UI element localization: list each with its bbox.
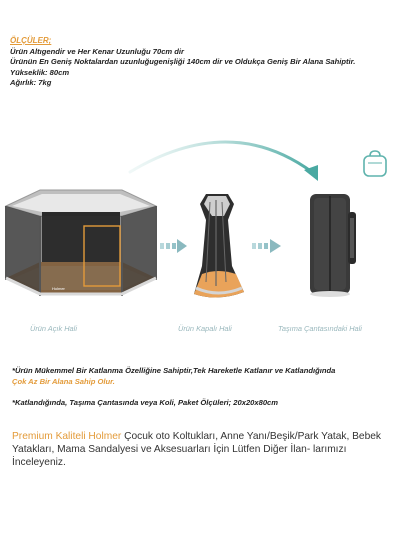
promo-brand: Premium Kaliteli Holmer <box>12 431 122 442</box>
spec-line-weight: Ağırlık: 7kg <box>10 78 52 88</box>
playpen-logo: Holmer <box>52 286 65 291</box>
specs-heading: ÖLÇÜLER; <box>10 36 52 45</box>
playpen-folded-image <box>188 190 248 302</box>
spec-line-height: Yükseklik: 80cm <box>10 67 70 77</box>
caption-bag: Taşıma Çantasındaki Hali <box>278 324 362 333</box>
caption-folded: Ürün Kapalı Hali <box>178 324 232 333</box>
folding-note-text: *Ürün Mükemmel Bir Katlanma Özelliğine Sahiptir,Tek Hareketle Katlanır ve Katlandığında <box>12 366 336 375</box>
bag-icon <box>362 150 388 178</box>
spec-line-width: Ürünün En Geniş Noktalardan uzunluğugenişliği 140cm dir ve Oldukça Geniş Bir Alana Sahiptir. <box>10 57 356 67</box>
caption-open: Ürün Açık Hali <box>30 324 77 333</box>
folding-note-highlight: Çok Az Bir Alana Sahip Olur. <box>12 376 115 386</box>
promo-text: Çocuk oto Koltukları, Anne Yanı/Beşik/Park Yatak, Bebek Yatakları, Mama Sandalyesi ve Aksesuarları İçin Lütfen Diğer İlan- larımızı İnceleyeniz. <box>12 431 382 468</box>
promo-paragraph <box>12 430 392 469</box>
carry-bag-image <box>304 188 360 300</box>
package-size-note: *Katlandığında, Taşıma Çantasında veya Koli, Paket Ölçüleri; 20x20x80cm <box>12 398 279 407</box>
arrow-2-icon <box>252 238 282 254</box>
playpen-open-image <box>0 182 160 302</box>
specs-block <box>10 36 395 89</box>
spec-line-edge: Ürün Altıgendir ve Her Kenar Uzunluğu 70cm dir <box>10 46 184 56</box>
folding-note <box>12 366 394 387</box>
arrow-1-icon <box>160 238 188 254</box>
